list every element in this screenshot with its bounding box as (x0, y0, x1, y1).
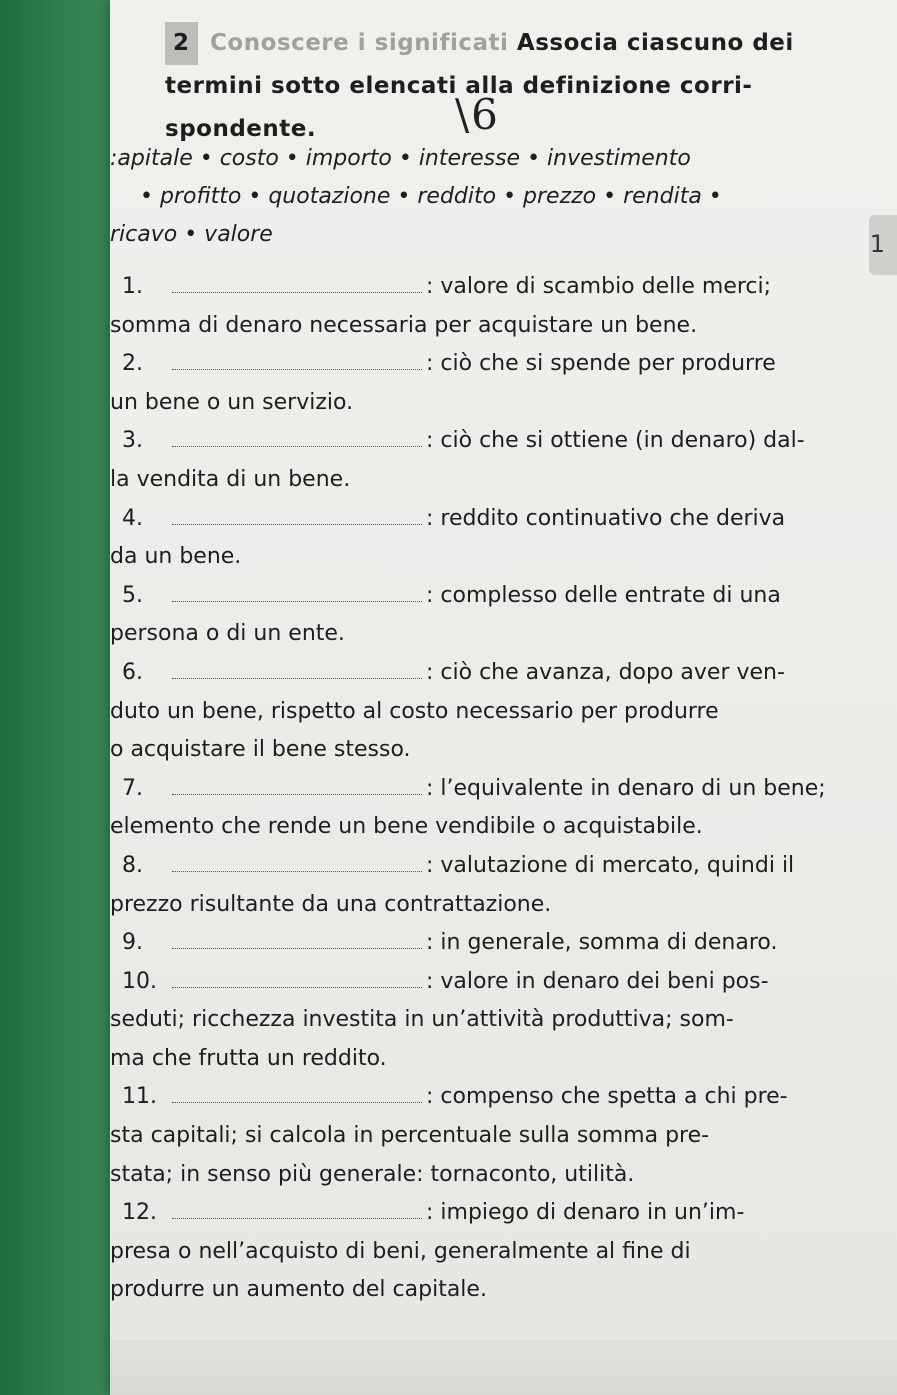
definition-continuation: da un bene. (110, 544, 242, 570)
definition-number: 2. (122, 351, 143, 377)
definition-continuation: duto un bene, rispetto al costo necessario per produrre (110, 698, 719, 724)
definition-row (110, 847, 870, 886)
definition-text: : complesso delle entrate di una (426, 582, 781, 608)
definition-number: 9. (122, 930, 143, 956)
definition-number: 7. (122, 775, 143, 801)
definition-row (110, 1078, 870, 1117)
definition-continuation: sta capitali; si calcola in percentuale sulla somma pre- (110, 1123, 710, 1149)
answer-blank[interactable] (172, 502, 422, 525)
answer-blank[interactable] (172, 347, 422, 370)
definition-continuation: somma di denaro necessaria per acquistare un bene. (110, 312, 698, 338)
textbook-page (110, 0, 897, 1395)
definition-continuation: produrre un aumento del capitale. (110, 1277, 487, 1303)
definitions-list (110, 268, 870, 1310)
green-book-cover (0, 0, 120, 1395)
definition-continuation: prezzo risultante da una contrattazione. (110, 891, 552, 917)
definition-text: : in generale, somma di denaro. (426, 930, 778, 956)
answer-blank[interactable] (172, 270, 422, 293)
definition-row (110, 963, 870, 1002)
exercise-tag: Conoscere i significati (210, 30, 509, 56)
instruction-line-2: termini sotto elencati alla definizione corri- (165, 73, 753, 99)
answer-blank[interactable] (172, 965, 422, 988)
definition-number: 3. (122, 428, 143, 454)
answer-blank[interactable] (172, 849, 422, 872)
definition-number: 1. (122, 274, 143, 299)
answer-blank[interactable] (172, 772, 422, 795)
definition-text: : ciò che si ottiene (in denaro) dal- (426, 428, 805, 454)
definition-number: 10. (122, 968, 157, 994)
definition-text: : ciò che si spende per produrre (426, 351, 776, 377)
definition-number: 6. (122, 659, 143, 685)
definition-row (110, 654, 870, 693)
definition-row (110, 345, 870, 384)
definition-number: 8. (122, 852, 143, 878)
page-bottom-band (110, 1340, 897, 1395)
page-edge-number: 1 (869, 230, 885, 258)
definition-row (110, 500, 870, 539)
answer-blank[interactable] (172, 926, 422, 949)
definition-continuation: o acquistare il bene stesso. (110, 737, 411, 763)
instruction-line-3: spondente. (165, 116, 317, 142)
instruction-line-1: Associa ciascuno dei (516, 30, 794, 56)
definition-text: : compenso che spetta a chi pre- (426, 1084, 788, 1110)
definition-row (110, 1194, 870, 1233)
definition-row (110, 770, 870, 809)
definition-continuation: elemento che rende un bene vendibile o acquistabile. (110, 814, 703, 840)
answer-blank[interactable] (172, 579, 422, 602)
definition-text: : valutazione di mercato, quindi il (426, 852, 795, 878)
definition-continuation: stata; in senso più generale: tornaconto, utilità. (110, 1161, 635, 1187)
definition-text: : reddito continuativo che deriva (426, 505, 786, 531)
answer-blank[interactable] (172, 1080, 422, 1103)
terms-line-2: • profitto • quotazione • reddito • prezzo • rendita • (140, 184, 722, 209)
definition-row (110, 924, 870, 963)
definition-continuation: presa o nell’acquisto di beni, generalmente al fine di (110, 1238, 691, 1264)
terms-list (110, 140, 870, 254)
definition-row (110, 268, 870, 307)
definition-number: 11. (122, 1084, 157, 1110)
definition-text: : impiego di denaro in un’im- (426, 1200, 745, 1226)
definition-continuation: un bene o un servizio. (110, 389, 354, 415)
definition-continuation: seduti; ricchezza investita in un’attività produttiva; som- (110, 1007, 734, 1033)
terms-line-1: :apitale • costo • importo • interesse • investimento (110, 146, 691, 171)
definition-text: : valore in denaro dei beni pos- (426, 968, 769, 994)
definition-text: : l’equivalente in denaro di un bene; (426, 775, 826, 801)
answer-blank[interactable] (172, 656, 422, 679)
definition-number: 4. (122, 505, 143, 531)
definition-row (110, 577, 870, 616)
exercise-header (165, 22, 885, 151)
answer-blank[interactable] (172, 1196, 422, 1219)
definition-number: 12. (122, 1200, 157, 1226)
exercise-number: 2 (165, 22, 198, 65)
definition-continuation: la vendita di un bene. (110, 466, 351, 492)
definition-number: 5. (122, 582, 143, 608)
definition-continuation: ma che frutta un reddito. (110, 1045, 387, 1071)
definition-text: : valore di scambio delle merci; (426, 274, 772, 299)
definition-row (110, 422, 870, 461)
terms-line-3: ricavo • valore (110, 222, 273, 247)
definition-text: : ciò che avanza, dopo aver ven- (426, 659, 785, 685)
answer-blank[interactable] (172, 424, 422, 447)
handwritten-score: \6 (455, 90, 500, 139)
definition-continuation: persona o di un ente. (110, 621, 345, 647)
